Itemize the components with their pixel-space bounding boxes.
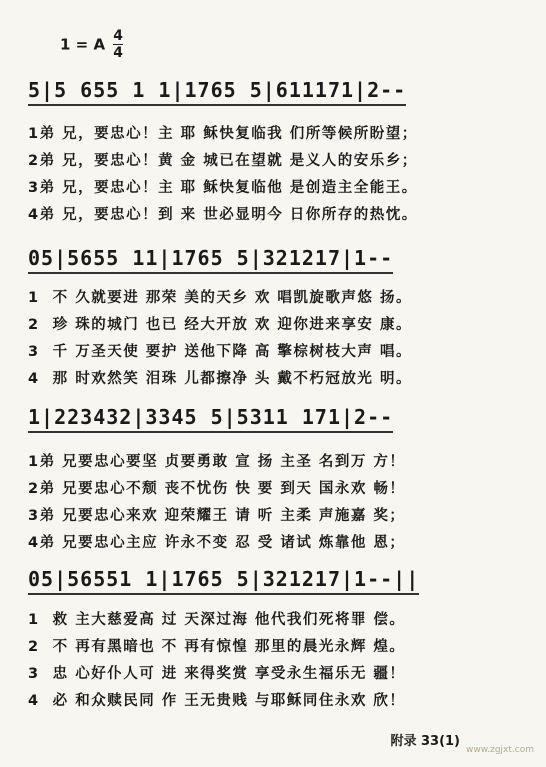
time-bottom: 4 bbox=[113, 45, 124, 61]
verse-line: 4 必 和众赎民同 作 王无贵贱 与耶稣同住永欢 欣！ bbox=[28, 693, 406, 709]
staff-line-2: 05|5655 11|1765 5|321217|1-- bbox=[28, 246, 393, 274]
verse-line: 1 救 主大慈爱高 过 天深过海 他代我们死将罪 偿。 bbox=[28, 612, 406, 628]
watermark: www.zgjxt.com bbox=[466, 745, 534, 755]
staff-line-4: 05|56551 1|1765 5|321217|1--|| bbox=[28, 567, 419, 595]
verse-line: 3 千 万圣天使 要护 送他下降 高 擎棕树枝大声 唱。 bbox=[28, 344, 412, 360]
staff-line-3: 1|223432|3345 5|5311 171|2-- bbox=[28, 405, 393, 433]
verse-line: 1弟 兄，要忠心！主 耶 稣快复临我 们所等候所盼望； bbox=[28, 126, 418, 142]
verse-line: 3 忠 心好仆人可 进 来得奖赏 享受永生福乐无 疆！ bbox=[28, 666, 406, 682]
verse-line: 2弟 兄要忠心不颓 丧不忧伤 快 要 到天 国永欢 畅！ bbox=[28, 481, 406, 497]
time-top: 4 bbox=[113, 28, 124, 44]
verse-line: 2弟 兄，要忠心！黄 金 城已在望就 是义人的安乐乡； bbox=[28, 153, 418, 169]
verse-line: 4弟 兄要忠心主应 许永不变 忍 受 诸试 炼靠他 恩； bbox=[28, 535, 406, 551]
verse-line: 1弟 兄要忠心要坚 贞要勇敢 宣 扬 主圣 名到万 方！ bbox=[28, 454, 406, 470]
key-signature bbox=[60, 28, 123, 61]
verse-line: 2 不 再有黑暗也 不 再有惊惶 那里的晨光永辉 煌。 bbox=[28, 639, 406, 655]
staff-line-1: 5|5 655 1 1|1765 5|611171|2-- bbox=[28, 78, 406, 106]
key-label: 1 = A bbox=[60, 35, 106, 54]
time-signature bbox=[113, 28, 123, 61]
verse-line: 2 珍 珠的城门 也已 经大开放 欢 迎你进来享安 康。 bbox=[28, 317, 412, 333]
verse-line: 3弟 兄，要忠心！主 耶 稣快复临他 是创造主全能王。 bbox=[28, 180, 418, 196]
verse-line: 4弟 兄，要忠心！到 来 世必显明今 日你所存的热忱。 bbox=[28, 207, 418, 223]
verse-line: 4 那 时欢然笑 泪珠 儿都擦净 头 戴不朽冠放光 明。 bbox=[28, 371, 412, 387]
verse-line: 1 不 久就要进 那荣 美的天乡 欢 唱凯旋歌声悠 扬。 bbox=[28, 290, 412, 306]
verse-line: 3弟 兄要忠心来欢 迎荣耀王 请 听 主柔 声施嘉 奖； bbox=[28, 508, 406, 524]
appendix-label: 附录 33(1) bbox=[390, 734, 460, 749]
